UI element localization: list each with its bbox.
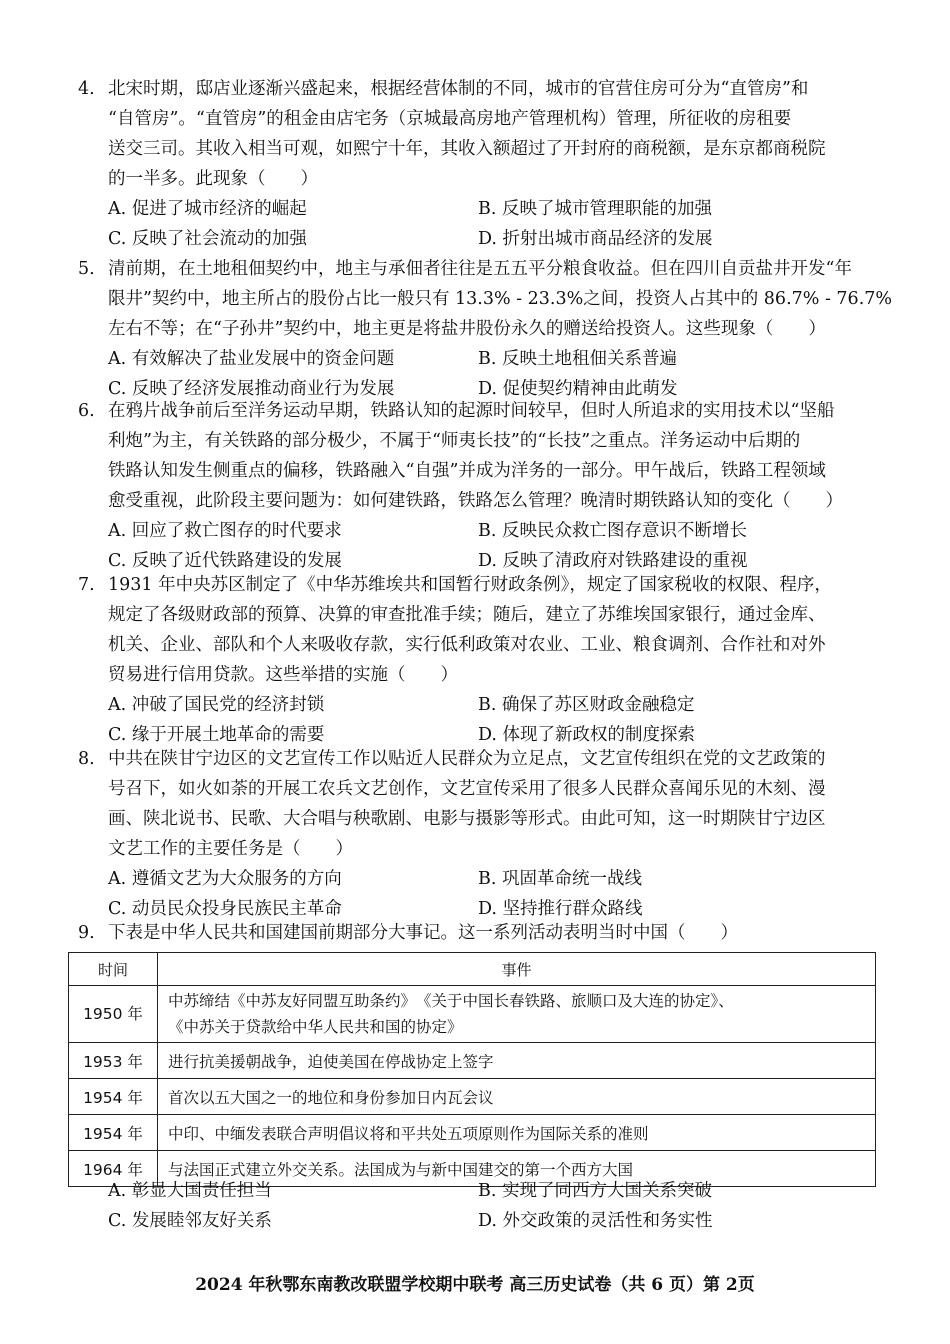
page-footer: 2024 年秋鄂东南教改联盟学校期中联考 高三历史试卷（共 6 页）第 2页: [195, 1275, 755, 1295]
header-time: 时间: [69, 953, 158, 986]
option-c: C. 发展睦邻友好关系: [108, 1211, 272, 1231]
question-9: [78, 918, 878, 948]
question-text-line: 利炮”为主，有关铁路的部分极少，不属于“师夷长技”的“长技”之重点。洋务运动中后期的: [108, 431, 801, 451]
row-event: 中印、中缅发表联合声明倡议将和平共处五项原则作为国际关系的准则: [158, 1115, 876, 1151]
option-c: C. 反映了经济发展推动商业行为发展: [108, 379, 395, 399]
question-7: [78, 570, 878, 750]
question-text-line: 送交三司。其收入相当可观，如熙宁十年，其收入额超过了开封府的商税额，是东京都商税院: [108, 139, 826, 159]
question-text-line: 文艺工作的主要任务是（ ）: [108, 839, 353, 859]
row-year: 1950 年: [69, 986, 158, 1043]
option-a: A. 冲破了国民党的经济封锁: [108, 695, 325, 715]
option-b: B. 实现了同西方大国关系突破: [478, 1181, 712, 1201]
option-c: C. 动员民众投身民族民主革命: [108, 899, 342, 919]
question-text-line: 限井”契约中，地主所占的股份占比一般只有 13.3% - 23.3%之间，投资人占其中的 86.7% - 76.7%: [108, 289, 893, 309]
question-number: 8.: [78, 749, 95, 769]
answer-options: [78, 344, 878, 404]
question-4: [78, 74, 878, 254]
question-text-line: 下表是中华人民共和国建国前期部分大事记。这一系列活动表明当时中国（ ）: [108, 923, 738, 943]
question-9-options: [78, 1176, 878, 1236]
row-event-line: 《中苏关于贷款给中华人民共和国的协定》: [168, 1018, 463, 1036]
row-year: 1964 年: [69, 1151, 158, 1187]
answer-options: [78, 194, 878, 254]
question-text-line: 画、陕北说书、民歌、大合唱与秧歌剧、电影与摄影等形式。由此可知，这一时期陕甘宁边区: [108, 809, 826, 829]
question-number: 9.: [78, 923, 95, 943]
row-year: 1953 年: [69, 1043, 158, 1079]
question-number: 5.: [78, 259, 95, 279]
question-5: [78, 254, 893, 404]
answer-options: [78, 1176, 878, 1236]
question-text-line: 的一半多。此现象（ ）: [108, 169, 318, 189]
option-b: B. 反映了城市管理职能的加强: [478, 199, 712, 219]
events-table: [68, 952, 876, 1187]
question-text-line: 贸易进行信用贷款。这些举措的实施（ ）: [108, 665, 458, 685]
question-text-line: 在鸦片战争前后至洋务运动早期，铁路认知的起源时间较早，但时人所追求的实用技术以“坚船: [108, 401, 835, 421]
question-text-line: 铁路认知发生侧重点的偏移，铁路融入“自强”并成为洋务的一部分。甲午战后，铁路工程领域: [108, 461, 826, 481]
question-8: [78, 744, 878, 924]
question-text-line: 规定了各级财政部的预算、决算的审查批准手续；随后，建立了苏维埃国家银行，通过金库、: [108, 605, 826, 625]
option-b: B. 反映民众救亡图存意识不断增长: [478, 521, 747, 541]
answer-options: [78, 516, 878, 576]
question-text-line: 1931 年中央苏区制定了《中华苏维埃共和国暂行财政条例》，规定了国家税收的权限、程序，: [108, 575, 832, 595]
row-year: 1954 年: [69, 1079, 158, 1115]
option-d: D. 坚持推行群众路线: [478, 899, 643, 919]
answer-options: [78, 864, 878, 924]
question-text-line: 机关、企业、部队和个人来吸收存款，实行低利政策对农业、工业、粮食调剂、合作社和对外: [108, 635, 826, 655]
row-event: 首次以五大国之一的地位和身份参加日内瓦会议: [158, 1079, 876, 1115]
option-d: D. 反映了清政府对铁路建设的重视: [478, 551, 748, 571]
option-a: A. 有效解决了盐业发展中的资金问题: [108, 349, 395, 369]
option-a: A. 遵循文艺为大众服务的方向: [108, 869, 342, 889]
question-number: 6.: [78, 401, 95, 421]
question-number: 4.: [78, 79, 95, 99]
option-d: D. 促使契约精神由此萌发: [478, 379, 678, 399]
table-row: [69, 1079, 876, 1115]
question-text-line: 北宋时期，邸店业逐渐兴盛起来，根据经营体制的不同，城市的官营住房可分为“直管房”和: [108, 79, 809, 99]
option-a: A. 促进了城市经济的崛起: [108, 199, 307, 219]
question-text-line: 左右不等；在“子孙井”契约中，地主更是将盐井股份永久的赠送给投资人。这些现象（ ）: [108, 319, 826, 339]
option-c: C. 反映了社会流动的加强: [108, 229, 307, 249]
question-text-line: 愈受重视，此阶段主要问题为：如何建铁路，铁路怎么管理？晚清时期铁路认知的变化（ ）: [108, 491, 843, 511]
row-event: 与法国正式建立外交关系。法国成为与新中国建交的第一个西方大国: [158, 1151, 876, 1187]
question-number: 7.: [78, 575, 95, 595]
table-header-row: [69, 953, 876, 986]
question-text-line: 中共在陕甘宁边区的文艺宣传工作以贴近人民群众为立足点，文艺宣传组织在党的文艺政策的: [108, 749, 826, 769]
table-row: [69, 986, 876, 1043]
question-text-line: 清前期，在土地租佃契约中，地主与承佃者往往是五五平分粮食收益。但在四川自贡盐井开发“年: [108, 259, 852, 279]
option-d: D. 体现了新政权的制度探索: [478, 725, 696, 745]
option-c: C. 缘于开展土地革命的需要: [108, 725, 325, 745]
option-a: A. 回应了救亡图存的时代要求: [108, 521, 342, 541]
option-d: D. 折射出城市商品经济的发展: [478, 229, 713, 249]
row-year: 1954 年: [69, 1115, 158, 1151]
table-row: [69, 1043, 876, 1079]
answer-options: [78, 690, 878, 750]
table-row: [69, 1115, 876, 1151]
option-b: B. 反映土地租佃关系普遍: [478, 349, 677, 369]
question-6: [78, 396, 878, 576]
row-event: 进行抗美援朝战争，迫使美国在停战协定上签字: [158, 1043, 876, 1079]
option-d: D. 外交政策的灵活性和务实性: [478, 1211, 713, 1231]
question-text-line: “自管房”。“直管房”的租金由店宅务（京城最高房地产管理机构）管理，所征收的房租要: [108, 109, 792, 129]
question-text-line: 号召下，如火如荼的开展工农兵文艺创作，文艺宣传采用了很多人民群众喜闻乐见的木刻、漫: [108, 779, 826, 799]
header-event: 事件: [158, 953, 876, 986]
option-a: A. 彰显大国责任担当: [108, 1181, 272, 1201]
row-event-line: 中苏缔结《中苏友好同盟互助条约》 《关于中国长春铁路、旅顺口及大连的协定》、: [168, 992, 734, 1010]
option-c: C. 反映了近代铁路建设的发展: [108, 551, 342, 571]
row-event: [158, 986, 876, 1043]
option-b: B. 巩固革命统一战线: [478, 869, 642, 889]
option-b: B. 确保了苏区财政金融稳定: [478, 695, 695, 715]
